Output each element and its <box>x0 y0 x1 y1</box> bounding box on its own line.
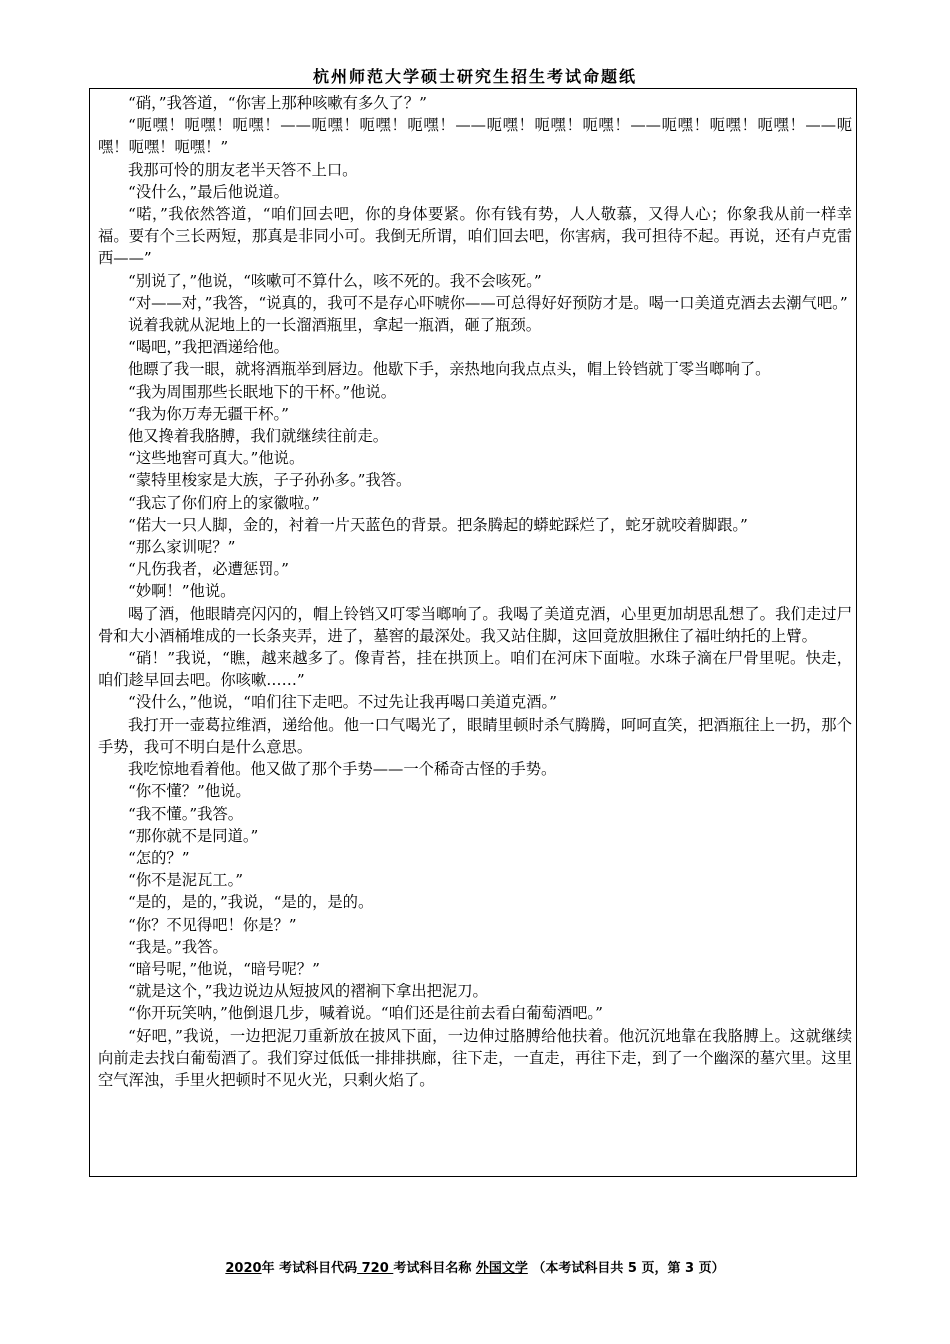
passage-paragraph: “你开玩笑呐，”他倒退几步，喊着说。“咱们还是往前去看白葡萄酒吧。” <box>128 1004 603 1023</box>
passage-paragraph: 说着我就从泥地上的一长溜酒瓶里，拿起一瓶酒，砸了瓶颈。 <box>128 316 542 335</box>
passage-paragraph: “蒙特里梭家是大族，子子孙孙多。”我答。 <box>128 471 412 490</box>
passage-paragraph: “暗号呢，”他说，“暗号呢？” <box>128 959 320 978</box>
footer-code-label: 年 考试科目代码 <box>261 1261 358 1276</box>
passage-paragraph: 他瞟了我一眼，就将酒瓶举到唇边。他歇下手，亲热地向我点点头，帽上铃铛就丁零当啷响了。 <box>128 360 771 379</box>
exam-paper-header: 杭州师范大学硕士研究生招生考试命题纸 <box>312 67 637 86</box>
footer-name-label: 考试科目名称 <box>393 1261 476 1276</box>
passage-paragraph: “我不懂。”我答。 <box>128 804 244 823</box>
passage-paragraph: 喝了酒，他眼睛亮闪闪的，帽上铃铛又叮零当啷响了。我喝了美道克酒，心里更加胡思乱想了。我们走过尸骨和大小酒桶堆成的一长条夹弄，进了，墓窖的最深处。我又站住脚，这回竟放胆揪住了福吐纳托的上臂。 <box>98 604 852 645</box>
passage-paragraph: “喝吧，”我把酒递给他。 <box>128 338 289 357</box>
footer-subject-code: 720 <box>357 1261 394 1276</box>
passage-paragraph: “没什么，”最后他说道。 <box>128 182 289 201</box>
passage-paragraph: “好吧，”我说，一边把泥刀重新放在披风下面，一边伸过胳膊给他扶着。他沉沉地靠在我胳膊上。这就继续向前走去找白葡萄酒了。我们穿过低低一排排拱廊，往下走，一直走，再往下走，到了一个幽深的墓穴里。这里空气浑浊，手里火把顿时不见火光，只剩火焰了。 <box>98 1026 852 1089</box>
passage-paragraph: 我那可怜的朋友老半天答不上口。 <box>128 160 358 179</box>
passage-paragraph: “我忘了你们府上的家徽啦。” <box>128 493 320 512</box>
passage-paragraph: “怎的？” <box>128 848 190 867</box>
passage-paragraph: “凡伤我者，必遭惩罚。” <box>128 560 289 579</box>
passage-paragraph: “那你就不是同道。” <box>128 826 259 845</box>
footer-year: 2020 <box>225 1261 262 1276</box>
passage-paragraph: “别说了，”他说，“咳嗽可不算什么，咳不死的。我不会咳死。” <box>128 271 542 290</box>
passage-paragraph: “呃嘿！呃嘿！呃嘿！——呃嘿！呃嘿！呃嘿！——呃嘿！呃嘿！呃嘿！——呃嘿！呃嘿！呃嘿！——呃嘿！呃嘿！呃嘿！” <box>98 116 852 157</box>
passage-paragraph: “硝！”我说，“瞧，越来越多了。像青苔，挂在拱顶上。咱们在河床下面啦。水珠子滴在尸骨里呢。快走，咱们趁早回去吧。你咳嗽……” <box>98 649 852 690</box>
passage-paragraph: “硝，”我答道，“你害上那种咳嗽有多久了？” <box>128 94 427 112</box>
passage-paragraph: “妙啊！”他说。 <box>128 582 236 601</box>
passage-paragraph: “喏，”我依然答道，“咱们回去吧，你的身体要紧。你有钱有势，人人敬慕，又得人心；你象我从前一样幸福。要有个三长两短，那真是非同小可。我倒无所谓，咱们回去吧，你害病，我可担待不起。再说，还有卢克雷西——” <box>98 205 852 268</box>
footer-subject-name: 外国文学 <box>475 1261 528 1276</box>
passage-paragraph: “是的，是的，”我说，“是的，是的。 <box>128 893 374 912</box>
passage-paragraph: “对——对，”我答，“说真的，我可不是存心吓唬你——可总得好好预防才是。喝一口美道克酒去去潮气吧。” <box>128 293 848 312</box>
passage-paragraph: “你不懂？”他说。 <box>128 782 251 801</box>
page-footer <box>0 1257 950 1276</box>
passage-paragraph: “没什么，”他说，“咱们往下走吧。不过先让我再喝口美道克酒。” <box>128 693 557 712</box>
passage-paragraph: “我是。”我答。 <box>128 937 228 956</box>
passage-paragraph: “偌大一只人脚，金的，衬着一片天蓝色的背景。把条腾起的蟒蛇踩烂了，蛇牙就咬着脚跟。” <box>128 515 748 534</box>
passage-paragraph: “你不是泥瓦工。” <box>128 871 244 890</box>
passage-paragraph: “那么家训呢？” <box>128 538 236 557</box>
passage-paragraph: “我为周围那些长眠地下的干杯。”他说。 <box>128 382 397 401</box>
footer-page-info: （本考试科目共 5 页，第 3 页） <box>527 1261 725 1276</box>
passage-paragraph: 我打开一壶葛拉维酒，递给他。他一口气喝光了，眼睛里顿时杀气腾腾，呵呵直笑，把酒瓶往上一扔，那个手势，我可不明白是什么意思。 <box>98 715 852 756</box>
passage-paragraph: “就是这个，”我边说边从短披风的褶裥下拿出把泥刀。 <box>128 982 488 1001</box>
passage-paragraph: 我吃惊地看着他。他又做了那个手势——一个稀奇古怪的手势。 <box>128 760 557 779</box>
passage-text <box>98 92 852 1091</box>
passage-paragraph: “我为你万寿无疆干杯。” <box>128 404 289 423</box>
passage-paragraph: “这些地窖可真大。”他说。 <box>128 449 305 468</box>
passage-paragraph: “你？不见得吧！你是？” <box>128 915 297 934</box>
passage-paragraph: 他又搀着我胳膊，我们就继续往前走。 <box>128 427 389 446</box>
